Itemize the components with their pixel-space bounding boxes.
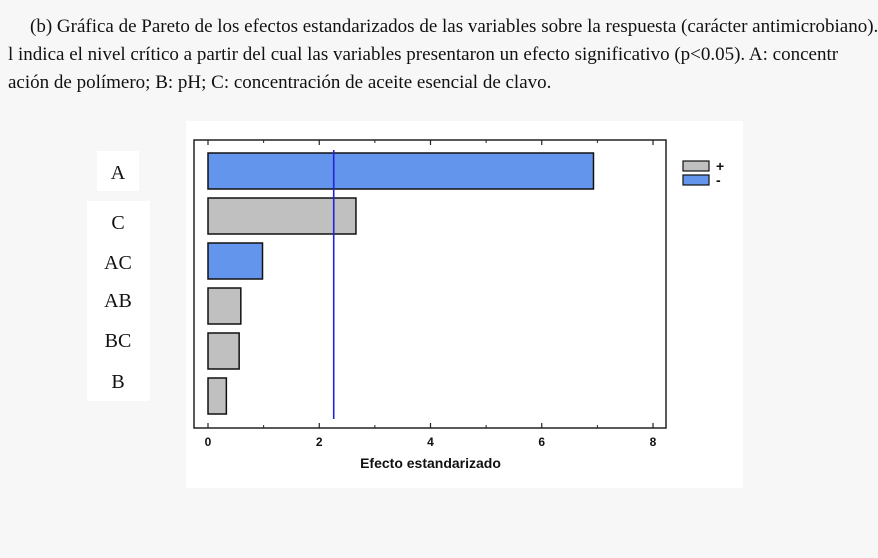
bars: [208, 153, 593, 414]
caption-line-1: l indica el nivel crítico a partir del cual las variables presentaron un efecto significativo (p<0.05). A: concentr: [8, 44, 839, 65]
bar-a: [208, 153, 593, 189]
bar-ab: [208, 288, 241, 324]
legend-label-negative: -: [716, 172, 721, 188]
legend: [683, 158, 724, 188]
legend-swatch-positive: [683, 161, 709, 171]
bar-ac: [208, 243, 263, 279]
bar-bc: [208, 333, 239, 369]
caption-line-2: ación de polímero; B: pH; C: concentración de aceite esencial de clavo.: [8, 72, 552, 93]
legend-label-positive: +: [716, 158, 725, 174]
category-label-ac: AC: [104, 252, 132, 274]
legend-swatch-negative: [683, 175, 709, 185]
bar-b: [208, 378, 226, 414]
x-tick-label-6: 6: [538, 435, 546, 449]
x-tick-label-8: 8: [649, 435, 657, 449]
category-label-b: B: [111, 371, 125, 393]
x-tick-label-0: 0: [204, 435, 212, 449]
category-label-ab: AB: [104, 290, 132, 312]
category-label-a: A: [110, 162, 126, 184]
x-tick-label-4: 4: [427, 435, 434, 449]
category-label-c: C: [111, 212, 125, 234]
x-axis-title: Efecto estandarizado: [360, 455, 501, 471]
category-label-bc: BC: [104, 330, 132, 352]
x-tick-label-2: 2: [315, 435, 323, 449]
caption-line-0: (b) Gráfica de Pareto de los efectos estandarizados de las variables sobre la respuesta (carácter antimicrobiano).: [30, 16, 878, 37]
